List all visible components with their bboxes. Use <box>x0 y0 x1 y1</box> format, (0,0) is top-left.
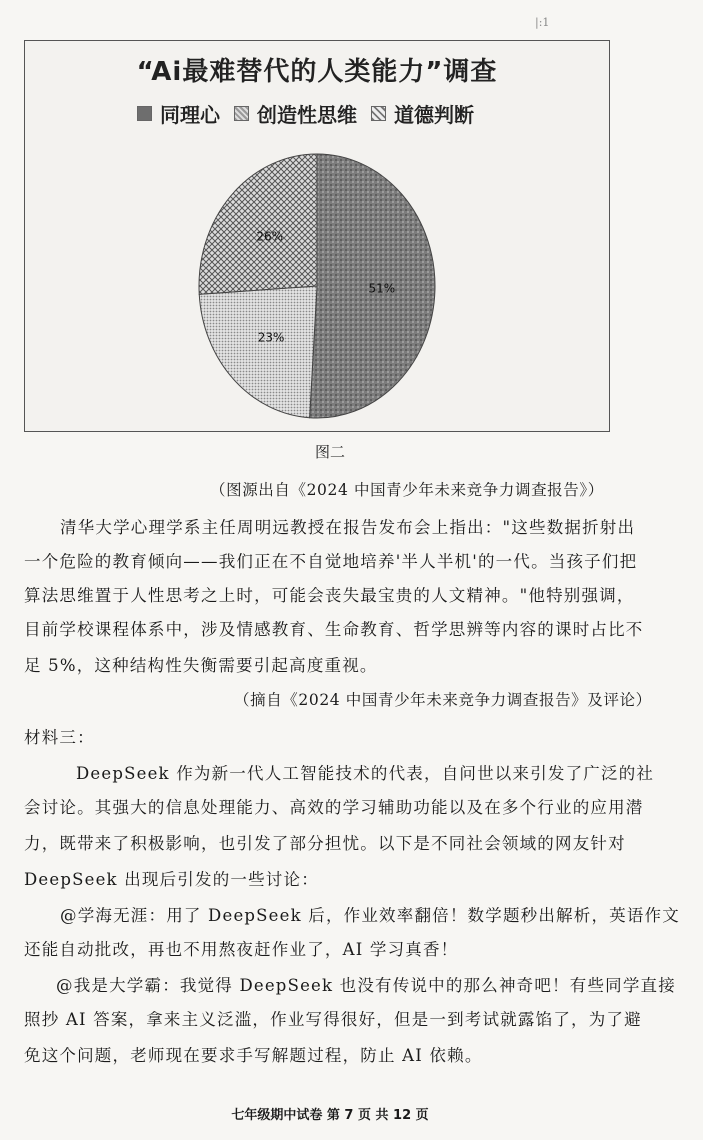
pie-slice-label: 51% <box>368 281 396 296</box>
legend-label: 创造性思维 <box>257 103 357 127</box>
paragraph-line: 目前学校课程体系中，涉及情感教育、生命教育、哲学思辨等内容的课时占比不 <box>24 620 644 639</box>
pie-plot-area <box>197 151 437 421</box>
legend-swatch-icon <box>234 106 249 121</box>
pie-slice-moral-judgment <box>199 154 317 294</box>
paragraph-line: 会讨论。其强大的信息处理能力、高效的学习辅助功能以及在多个行业的应用潜 <box>24 798 644 817</box>
material-heading: 材料三： <box>24 728 95 747</box>
excerpt-source: （摘自《2024 中国青少年未来竞争力调查报告》及评论） <box>234 691 652 709</box>
legend-swatch-icon <box>137 106 152 121</box>
legend-item-empathy <box>137 99 220 128</box>
pie-chart <box>24 40 610 432</box>
legend-swatch-icon <box>371 106 386 121</box>
paragraph-line: DeepSeek 作为新一代人工智能技术的代表，自问世以来引发了广泛的社 <box>76 764 655 783</box>
legend-item-moral-judgment <box>371 99 474 128</box>
chart-title: “Ai最难替代的人类能力”调查 <box>136 57 498 87</box>
legend-item-creative-thinking <box>234 99 357 128</box>
corner-mark: |:1 <box>535 16 550 29</box>
comment-line: @学海无涯：用了 DeepSeek 后，作业效率翻倍！数学题秒出解析，英语作文 <box>60 906 680 925</box>
paragraph-line: 力，既带来了积极影响，也引发了部分担忧。以下是不同社会领域的网友针对 <box>24 834 626 853</box>
pie-slice-label: 26% <box>256 229 284 244</box>
legend-label: 同理心 <box>160 103 220 127</box>
page-footer: 七年级期中试卷 第 7 页 共 12 页 <box>231 1108 429 1123</box>
comment-line: @我是大学霸：我觉得 DeepSeek 也没有传说中的那么神奇吧！有些同学直接 <box>56 976 676 995</box>
comment-line: 免这个问题，老师现在要求手写解题过程，防止 AI 依赖。 <box>24 1046 483 1065</box>
pie-slice-label: 23% <box>257 330 285 345</box>
comment-line: 还能自动批改，再也不用熬夜赶作业了，AI 学习真香！ <box>24 940 459 959</box>
pie-slice-creative-thinking <box>199 286 317 418</box>
figure-source: （图源出自《2024 中国青少年未来竞争力调查报告》） <box>210 481 604 499</box>
paragraph-line: 清华大学心理学系主任周明远教授在报告发布会上指出："这些数据折射出 <box>60 518 636 537</box>
figure-caption: 图二 <box>314 443 345 461</box>
paragraph-line: 一个危险的教育倾向——我们正在不自觉地培养'半人半机'的一代。当孩子们把 <box>24 552 638 571</box>
comment-line: 照抄 AI 答案，拿来主义泛滥，作业写得很好，但是一到考试就露馅了，为了避 <box>24 1010 642 1029</box>
paragraph-line: 足 5%，这种结构性失衡需要引起高度重视。 <box>24 656 378 675</box>
legend-label: 道德判断 <box>394 103 474 127</box>
chart-legend <box>137 99 488 128</box>
paragraph-line: DeepSeek 出现后引发的一些讨论： <box>24 870 319 889</box>
paragraph-line: 算法思维置于人性思考之上时，可能会丧失最宝贵的人文精神。"他特别强调， <box>24 586 635 605</box>
